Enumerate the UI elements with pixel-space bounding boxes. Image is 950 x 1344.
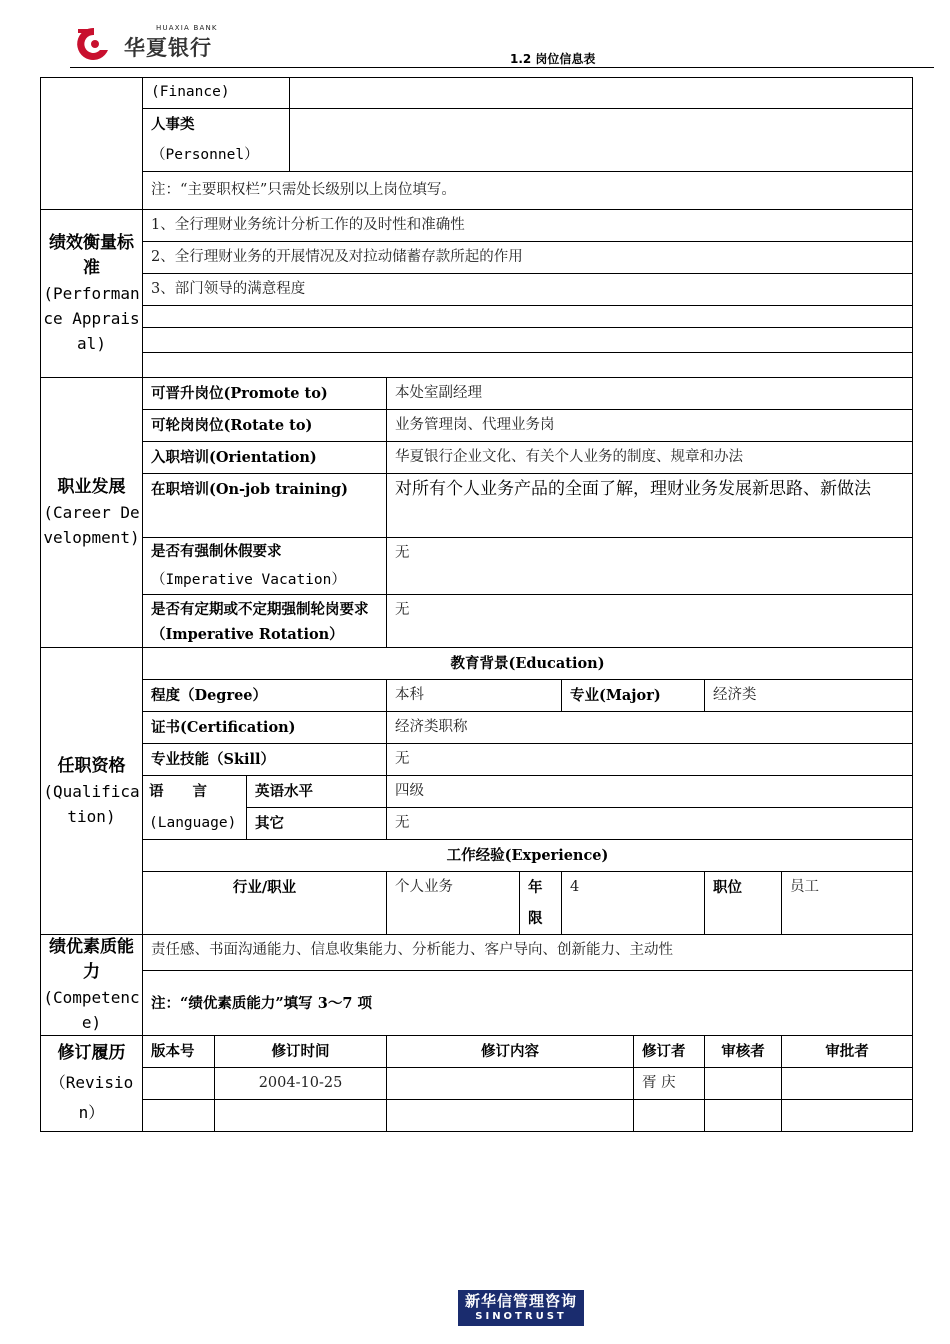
- personnel-label-en: （Personnel）: [151, 147, 259, 163]
- finance-value: [290, 78, 913, 109]
- orientation-label: 入职培训(Orientation): [143, 442, 387, 474]
- orientation-value: 华夏银行企业文化、有关个人业务的制度、规章和办法: [387, 442, 913, 474]
- section-title: 1.2 岗位信息表: [510, 52, 596, 66]
- personnel-label: [143, 109, 290, 172]
- performance-item: 2、全行理财业务的开展情况及对拉动储蓄存款所起的作用: [143, 242, 913, 274]
- skill-value: 无: [387, 744, 913, 776]
- footer-logo-en: SINOTRUST: [475, 1311, 567, 1322]
- competence-note: 注：“绩优素质能力”填写 3～7 项: [143, 971, 913, 1036]
- performance-item: 1、全行理财业务统计分析工作的及时性和准确性: [143, 210, 913, 242]
- revision-cell: [782, 1100, 913, 1132]
- industry-value: 个人业务: [387, 872, 520, 935]
- degree-value: 本科: [387, 680, 562, 712]
- vacation-label-cn: 是否有强制休假要求: [151, 543, 282, 560]
- rotate-label: 可轮岗岗位(Rotate to): [143, 410, 387, 442]
- other-language-label: 其它: [247, 808, 387, 840]
- personnel-value: [290, 109, 913, 172]
- header-divider: [70, 67, 934, 68]
- sinotrust-logo: [458, 1290, 584, 1326]
- english-label: 英语水平: [247, 776, 387, 808]
- language-label-cn: 语 言: [149, 783, 207, 800]
- cert-label: 证书(Certification): [143, 712, 387, 744]
- onjob-value: 对所有个人业务产品的全面了解，理财业务发展新思路、新做法: [387, 474, 913, 538]
- bank-name-cn: 华夏银行: [124, 36, 212, 60]
- career-category: [41, 378, 143, 648]
- rotation-label: 是否有定期或不定期强制轮岗要求（Imperative Rotation）: [143, 595, 387, 648]
- degree-label: 程度（Degree）: [143, 680, 387, 712]
- performance-item: 3、部门领导的满意程度: [143, 274, 913, 306]
- years-label: 年限: [520, 872, 562, 935]
- vacation-label: [143, 538, 387, 595]
- revision-cell: [215, 1100, 387, 1132]
- competence-label-cn: 绩优素质能力: [49, 937, 134, 982]
- qualification-category: [41, 648, 143, 935]
- revision-cell: [143, 1068, 215, 1100]
- english-value: 四级: [387, 776, 913, 808]
- position-label: 职位: [705, 872, 782, 935]
- major-label: 专业(Major): [562, 680, 705, 712]
- promote-label: 可晋升岗位(Promote to): [143, 378, 387, 410]
- vacation-value: 无: [387, 538, 913, 595]
- skill-label: 专业技能（Skill）: [143, 744, 387, 776]
- revision-label-en: （Revision）: [49, 1073, 134, 1122]
- career-label-cn: 职业发展: [57, 477, 126, 497]
- education-header: 教育背景(Education): [143, 648, 913, 680]
- language-label: [143, 776, 247, 840]
- revision-cell: [782, 1068, 913, 1100]
- revision-header-reviewer: 审核者: [705, 1036, 782, 1068]
- authority-note: 注：“主要职权栏”只需处长级别以上岗位填写。: [143, 172, 913, 210]
- personnel-label-cn: 人事类: [151, 116, 195, 133]
- revision-cell: [387, 1068, 634, 1100]
- revision-header-date: 修订时间: [215, 1036, 387, 1068]
- onjob-label: 在职培训(On-job training): [143, 474, 387, 538]
- revision-cell: 胥 庆: [634, 1068, 705, 1100]
- performance-empty-row: [143, 353, 913, 378]
- revision-cell: [705, 1100, 782, 1132]
- finance-label: (Finance): [143, 78, 290, 109]
- revision-header-version: 版本号: [143, 1036, 215, 1068]
- qualification-label-en: (Qualification): [43, 781, 140, 826]
- footer-logo-cn: 新华信管理咨询: [464, 1292, 577, 1310]
- revision-header-reviser: 修订者: [634, 1036, 705, 1068]
- performance-label-cn: 绩效衡量标准: [49, 233, 134, 278]
- performance-empty-row: [143, 306, 913, 328]
- rotate-value: 业务管理岗、代理业务岗: [387, 410, 913, 442]
- authority-category-cell: [41, 78, 143, 210]
- language-label-en: (Language): [149, 815, 237, 831]
- industry-label: 行业/职业: [143, 872, 387, 935]
- revision-cell: [705, 1068, 782, 1100]
- performance-category: [41, 210, 143, 378]
- revision-header-approver: 审批者: [782, 1036, 913, 1068]
- major-value: 经济类: [705, 680, 913, 712]
- revision-category: [41, 1036, 143, 1132]
- position-value: 员工: [782, 872, 913, 935]
- competence-category: [41, 935, 143, 1036]
- competence-value: 责任感、书面沟通能力、信息收集能力、分析能力、客户导向、创新能力、主动性: [143, 935, 913, 971]
- performance-label-en: (Performance Appraisal): [43, 284, 140, 353]
- vacation-label-en: （Imperative Vacation）: [151, 572, 346, 588]
- rotation-value: 无: [387, 595, 913, 648]
- job-info-table: [40, 77, 913, 1132]
- revision-label-cn: 修订履历: [57, 1043, 126, 1063]
- revision-cell: [387, 1100, 634, 1132]
- performance-empty-row: [143, 328, 913, 353]
- revision-header-content: 修订内容: [387, 1036, 634, 1068]
- page-header: [0, 0, 950, 75]
- years-value: 4: [562, 872, 705, 935]
- cert-value: 经济类职称: [387, 712, 913, 744]
- competence-label-en: (Competence): [43, 988, 140, 1032]
- career-label-en: (Career Development): [43, 503, 140, 547]
- promote-value: 本处室副经理: [387, 378, 913, 410]
- revision-cell: [634, 1100, 705, 1132]
- revision-cell: [143, 1100, 215, 1132]
- bank-name-en: HUAXIA BANK: [156, 24, 218, 32]
- revision-cell: 2004-10-25: [215, 1068, 387, 1100]
- other-language-value: 无: [387, 808, 913, 840]
- experience-header: 工作经验(Experience): [143, 840, 913, 872]
- qualification-label-cn: 任职资格: [57, 755, 126, 776]
